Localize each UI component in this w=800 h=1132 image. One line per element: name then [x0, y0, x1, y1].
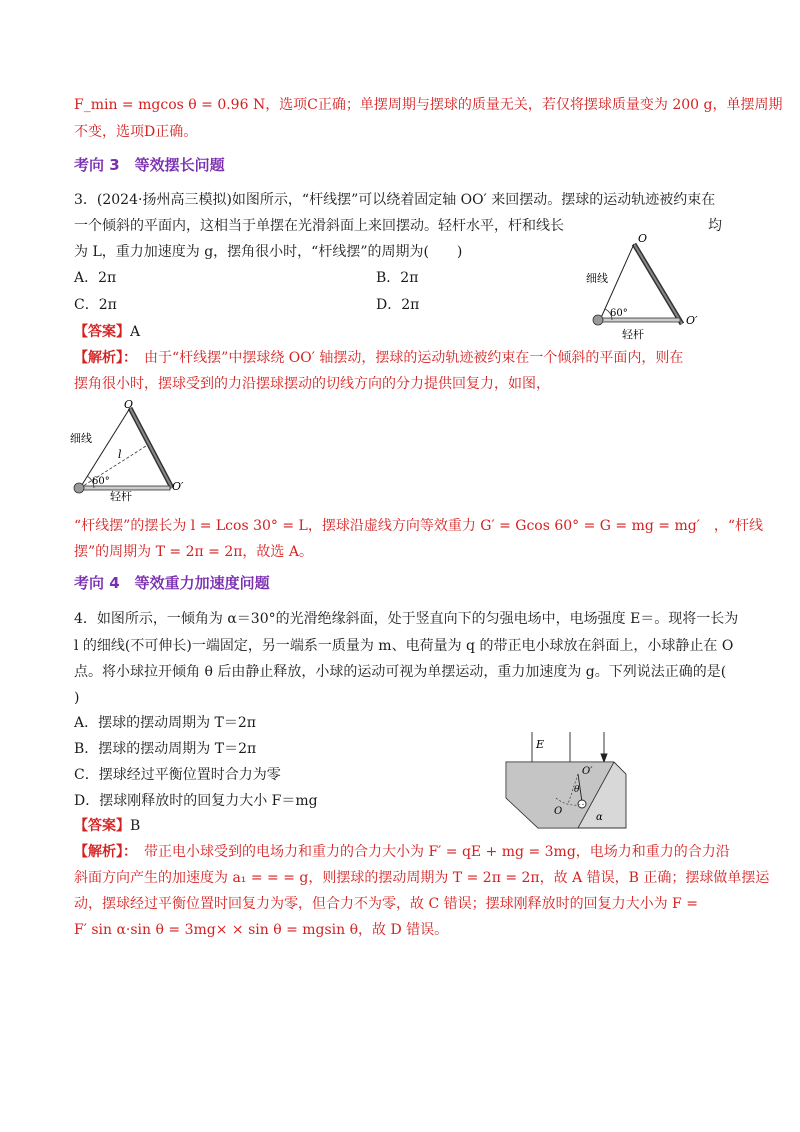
q3-figure-rod-pendulum — [578, 232, 708, 344]
q3-option-c: C．2π — [74, 297, 117, 313]
q3-option-d: D．2π — [376, 297, 420, 313]
q3-stem-line-1: 3．(2024·扬州高三模拟)如图所示，“杆线摆”可以绕着固定轴 OO′ 来回摆动。摆球的运动轨迹被约束在 — [74, 192, 716, 208]
q3-analysis-line-4: 摆”的周期为 T = 2π = 2π，故选 A。 — [74, 544, 313, 560]
label-thread: 细线 — [70, 432, 92, 445]
label-o: O — [638, 232, 648, 245]
q4-option-c: C．摆球经过平衡位置时合力为零 — [74, 767, 281, 783]
label-o-prime: O′ — [582, 766, 593, 777]
label-angle: 60° — [610, 308, 628, 319]
label-angle: 60° — [92, 476, 110, 487]
rod-axis-highlight — [130, 408, 172, 488]
q3-analysis-line-2: 摆角很小时，摆球受到的力沿摆球摆动的切线方向的分力提供回复力，如图， — [74, 376, 550, 392]
q4-answer-row — [74, 816, 140, 836]
label-e: E — [536, 738, 545, 751]
q3-analysis-line-3: “杆线摆”的摆长为 l = Lcos 30° = L，摆球沿虚线方向等效重力 G′ = Gcos 60° = G = mg = mg′ ，“杆线 — [74, 518, 764, 534]
q3-answer-value: A — [130, 324, 141, 340]
section-3-heading: 考向 3 等效摆长问题 — [74, 156, 225, 174]
q4-option-a: A．摆球的摆动周期为 T＝2π — [74, 715, 257, 731]
q3-answer-row — [74, 322, 140, 342]
label-o: O — [124, 398, 134, 411]
section-4-heading: 考向 4 等效重力加速度问题 — [74, 574, 270, 592]
q3-analysis-text-1: 由于“杆线摆”中摆球绕 OO′ 轴摆动，摆球的运动轨迹被约束在一个倾斜的平面内，则在 — [130, 350, 684, 366]
prev-analysis-line-2: 不变，选项D正确。 — [74, 124, 198, 140]
q3-analysis-figure — [68, 398, 198, 502]
label-l: l — [118, 448, 122, 461]
label-rod: 轻杆 — [110, 490, 132, 502]
q4-answer-label: 【答案】 — [74, 818, 130, 834]
q4-analysis-line-3: 动，摆球经过平衡位置时回复力为零，但合力不为零，故 C 错误；摆球刚释放时的回复力大小为 F = — [74, 896, 698, 912]
q3-analysis-label: 【解析】： — [74, 350, 130, 366]
prev-analysis-line-1: F_min = mgcos θ = 0.96 N，选项C正确；单摆周期与摆球的质量无关，若仅将摆球质量变为 200 g，单摆周期 — [74, 97, 783, 113]
pendulum-ball — [74, 483, 84, 493]
label-theta: θ — [574, 785, 580, 795]
q4-figure-incline-field — [498, 728, 628, 833]
q4-analysis-line-4: F′ sin α·sin θ = 3mg× × sin θ = mgsin θ，故 D 错误。 — [74, 922, 449, 938]
label-o-prime: O′ — [172, 480, 184, 493]
q4-answer-value: B — [130, 818, 141, 834]
label-o-prime: O′ — [686, 314, 698, 327]
q4-analysis-label: 【解析】： — [74, 844, 130, 860]
q4-stem-line-2: l 的细线(不可伸长)一端固定，另一端系一质量为 m、电荷量为 q 的带正电小球放在斜面上，小球静止在 O — [74, 638, 734, 654]
q3-stem-line-2: 一个倾斜的平面内，这相当于单摆在光滑斜面上来回摆动。轻杆水平，杆和线长 — [74, 218, 564, 234]
label-o: O — [554, 806, 563, 817]
q3-stem-line-3: 为 L，重力加速度为 g，摆角很小时，“杆线摆”的周期为( ) — [74, 244, 463, 260]
q3-option-b: B．2π — [376, 270, 419, 286]
q4-stem-line-3: 点。将小球拉开倾角 θ 后由静止释放，小球的运动可视为单摆运动，重力加速度为 g。下列说法正确的是( — [74, 664, 727, 680]
q3-stem-line-2-tail: 均 — [708, 218, 722, 234]
q4-stem-line-1: 4．如图所示，一倾角为 α＝30°的光滑绝缘斜面，处于竖直向下的匀强电场中，电场强度 E＝。现将一长为 — [74, 611, 739, 627]
q3-option-a: A．2π — [74, 270, 117, 286]
charged-ball — [578, 800, 586, 808]
q4-stem-line-4: ) — [74, 690, 80, 706]
equivalent-length-dashed — [80, 446, 146, 488]
pendulum-ball — [593, 315, 603, 325]
label-thread: 细线 — [586, 272, 608, 285]
q4-analysis-line-2: 斜面方向产生的加速度为 a₁ = = = g，则摆球的摆动周期为 T = 2π = 2π，故 A 错误，B 正确；摆球做单摆运 — [74, 870, 770, 886]
q4-option-b: B．摆球的摆动周期为 T＝2π — [74, 741, 257, 757]
q4-analysis-text-1: 带正电小球受到的电场力和重力的合力大小为 F′ = qE + mg = 3mg，电场力和重力的合力沿 — [130, 844, 730, 860]
q4-option-d: D．摆球刚释放时的回复力大小 F＝mg — [74, 793, 318, 809]
rod-axis-highlight — [634, 244, 682, 324]
q3-analysis-line-1 — [74, 348, 683, 368]
label-alpha: α — [596, 812, 603, 823]
q4-analysis-line-1 — [74, 842, 730, 862]
label-rod: 轻杆 — [622, 328, 644, 341]
q3-answer-label: 【答案】 — [74, 324, 130, 340]
